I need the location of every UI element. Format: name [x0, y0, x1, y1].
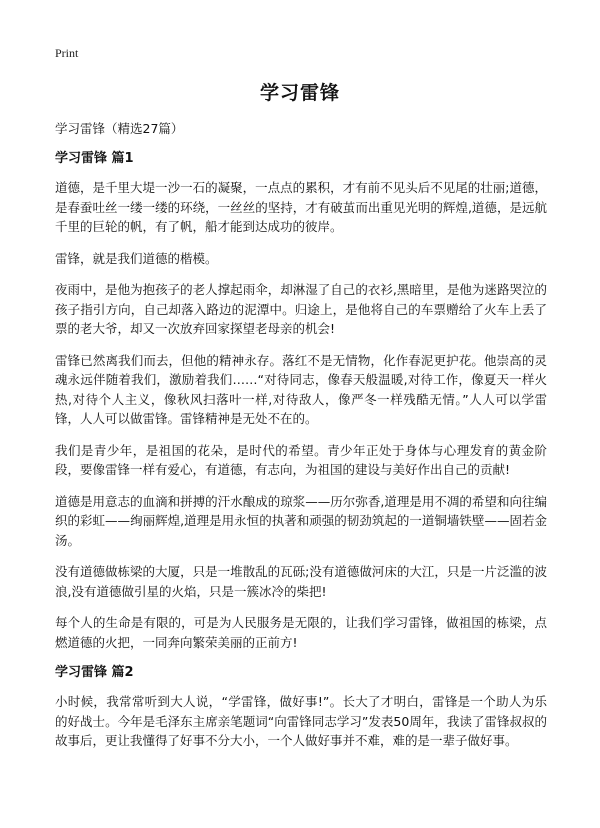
- section-heading: 学习雷锋 篇2: [55, 665, 134, 680]
- paragraph: 道德是用意志的血滴和拼搏的汗水酿成的琼浆——历尔弥香,道理是用不凋的希望和向往编织的彩虹——绚丽辉煌,道理是用永恒的执著和顽强的韧劲筑起的一道铜墙铁壁——固若金汤。: [55, 493, 547, 548]
- document-title: 学习雷锋: [259, 82, 340, 104]
- section-1: [55, 150, 547, 652]
- document-subtitle: 学习雷锋（精选27篇）: [55, 121, 184, 136]
- section-heading: 学习雷锋 篇1: [55, 151, 134, 166]
- print-link[interactable]: Print: [55, 46, 79, 60]
- document-content: [55, 120, 547, 763]
- paragraph: 没有道德做栋梁的大厦，只是一堆散乱的瓦砾;没有道德做河床的大江，只是一片泛滥的波浪,没有道德做引星的火焰，只是一簇冰冷的柴把!: [55, 564, 547, 599]
- paragraph: 夜雨中，是他为抱孩子的老人撑起雨伞，却淋湿了自己的衣衫,黑暗里，是他为迷路哭泣的孩子指引方向，自己却落入路边的泥潭中。归途上，是他将自己的车票赠给了火车上丢了票的老大爷，却又一次放弃回家探望老母亲的机会!: [55, 282, 547, 336]
- paragraph: 每个人的生命是有限的，可是为人民服务是无限的，让我们学习雷锋，做祖国的栋梁，点燃道德的火把，一同奔向繁荣美丽的正前方!: [55, 615, 547, 650]
- section-2: [55, 664, 547, 751]
- paragraph: 小时候，我常常听到大人说，“学雷锋，做好事!”。长大了才明白，雷锋是一个助人为乐的好战士。今年是毛泽东主席亲笔题词“向雷锋同志学习”发表50周年，我读了雷锋叔叔的故事后，更让我懂得了好事不分大小，一个人做好事并不难，难的是一辈子做好事。: [55, 694, 547, 748]
- paragraph: 道德，是千里大堤一沙一石的凝聚，一点点的累积，才有前不见头后不见尾的壮丽;道德，是春蚕吐丝一缕一缕的环绕，一丝丝的坚持，才有破茧而出重见光明的辉煌,道德，是远航千里的巨轮的帆，有了帆，船才能到达成功的彼岸。: [55, 180, 547, 234]
- paragraph: 雷锋已然离我们而去，但他的精神永存。落红不是无情物，化作春泥更护花。他崇高的灵魂永远伴随着我们，激励着我们……“对待同志，像春天般温暖,对待工作，像夏天一样火热,对待个人主义，像秋风扫落叶一样,对待敌人，像严冬一样残酷无情。”人人可以学雷锋，人人可以做雷锋。雷锋精神是无处不在的。: [55, 352, 547, 426]
- paragraph: 雷锋，就是我们道德的楷模。: [55, 250, 218, 266]
- paragraph: 我们是青少年，是祖国的花朵，是时代的希望。青少年正处于身体与心理发育的黄金阶段，要像雷锋一样有爱心，有道德，有志向，为祖国的建设与美好作出自己的贡献!: [55, 442, 547, 477]
